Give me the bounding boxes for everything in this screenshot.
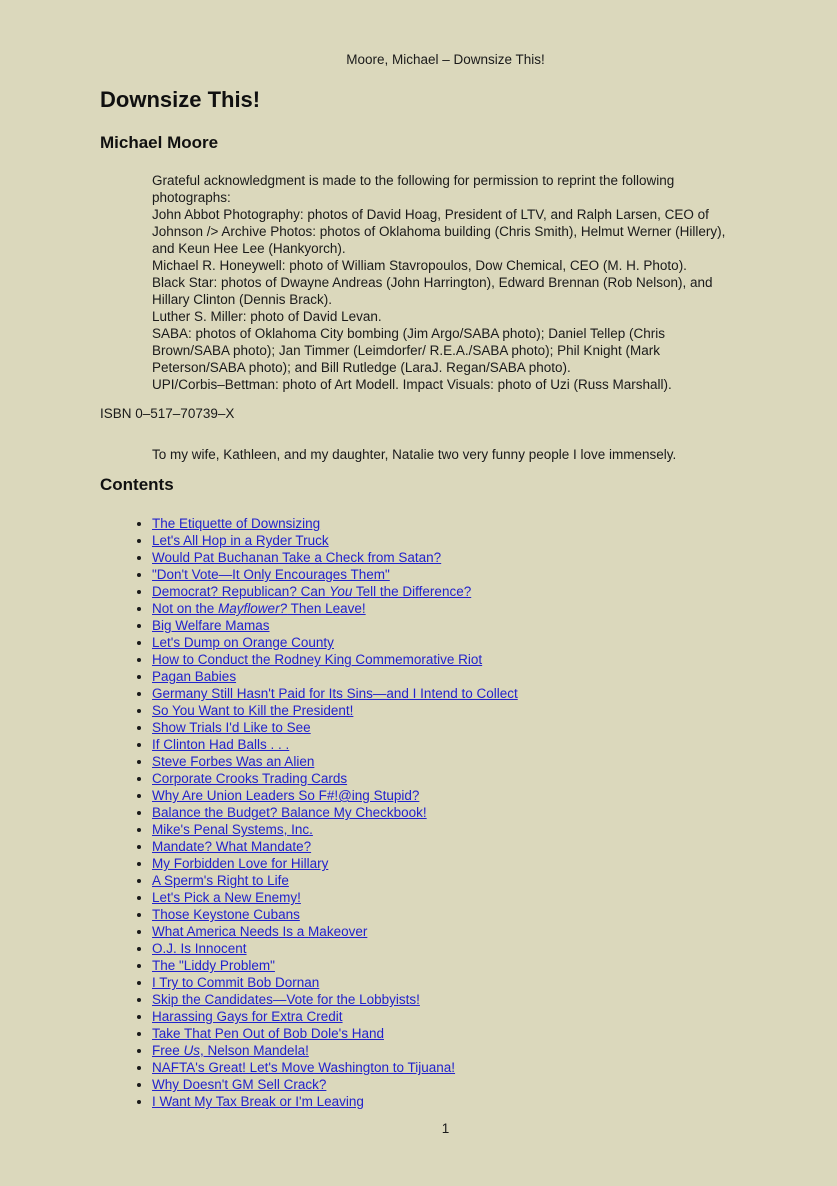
contents-link[interactable]: Pagan Babies	[152, 669, 237, 684]
contents-item	[152, 617, 737, 634]
contents-link[interactable]: Harassing Gays for Extra Credit	[152, 1009, 343, 1024]
contents-link[interactable]: Mike's Penal Systems, Inc.	[152, 822, 313, 837]
contents-link[interactable]: My Forbidden Love for Hillary	[152, 856, 329, 871]
contents-item	[152, 821, 737, 838]
acknowledgments-line: John Abbot Photography: photos of David Hoag, President of LTV, and Ralph Larsen, CEO of Johnson /> Archive Photos: photos of Oklahoma building (Chris Smith), Helmut Werner (Hillery), and Keun Hee Lee (Hankyorch).	[152, 207, 726, 256]
contents-item	[152, 719, 737, 736]
page-number: 1	[441, 1121, 450, 1136]
contents-link[interactable]: Skip the Candidates—Vote for the Lobbyists!	[152, 992, 420, 1007]
contents-item	[152, 736, 737, 753]
contents-item	[152, 600, 737, 617]
contents-item	[152, 583, 737, 600]
contents-link[interactable]: Germany Still Hasn't Paid for Its Sins—and I Intend to Collect	[152, 686, 518, 701]
book-author: Michael Moore	[100, 133, 219, 152]
contents-link[interactable]: Democrat? Republican? Can You Tell the Difference?	[152, 584, 472, 599]
contents-link[interactable]: Why Doesn't GM Sell Crack?	[152, 1077, 327, 1092]
contents-item	[152, 753, 737, 770]
acknowledgments-line: Grateful acknowledgment is made to the following for permission to reprint the following photographs:	[152, 173, 675, 205]
contents-link[interactable]: Corporate Crooks Trading Cards	[152, 771, 348, 786]
book-title: Downsize This!	[100, 87, 261, 112]
contents-link[interactable]: Let's All Hop in a Ryder Truck	[152, 533, 329, 548]
contents-item	[152, 1076, 737, 1093]
dedication: To my wife, Kathleen, and my daughter, Natalie two very funny people I love immensely.	[152, 447, 677, 462]
acknowledgments-line: SABA: photos of Oklahoma City bombing (Jim Argo/SABA photo); Daniel Tellep (Chris Brown/SABA photo); Jan Timmer (Leimdorfer/ R.E.A./SABA photo); Phil Knight (Mark Peterson/SABA photo); and Bill Rutledge (LaraJ. Regan/SABA photo).	[152, 326, 665, 375]
contents-link[interactable]: Free Us, Nelson Mandela!	[152, 1043, 309, 1058]
contents-item	[152, 889, 737, 906]
contents-link[interactable]: Mandate? What Mandate?	[152, 839, 312, 854]
acknowledgments-line: Michael R. Honeywell: photo of William Stavropoulos, Dow Chemical, CEO (M. H. Photo).	[152, 258, 687, 273]
contents-link[interactable]: Not on the Mayflower? Then Leave!	[152, 601, 366, 616]
isbn-line: ISBN 0–517–70739–X	[100, 406, 235, 421]
contents-item	[152, 923, 737, 940]
contents-list	[100, 515, 737, 1110]
contents-link[interactable]: Would Pat Buchanan Take a Check from Satan?	[152, 550, 442, 565]
contents-link[interactable]: Why Are Union Leaders So F#!@ing Stupid?	[152, 788, 420, 803]
contents-item	[152, 1093, 737, 1110]
contents-link[interactable]: A Sperm's Right to Life	[152, 873, 289, 888]
contents-item	[152, 515, 737, 532]
contents-item	[152, 1042, 737, 1059]
acknowledgments-line: Black Star: photos of Dwayne Andreas (John Harrington), Edward Brennan (Rob Nelson), and Hillary Clinton (Dennis Brack).	[152, 275, 713, 307]
contents-link[interactable]: I Try to Commit Bob Dornan	[152, 975, 320, 990]
contents-link[interactable]: What America Needs Is a Makeover	[152, 924, 368, 939]
contents-item	[152, 906, 737, 923]
contents-item	[152, 1008, 737, 1025]
contents-item	[152, 702, 737, 719]
contents-item	[152, 651, 737, 668]
contents-link[interactable]: Take That Pen Out of Bob Dole's Hand	[152, 1026, 384, 1041]
contents-item	[152, 991, 737, 1008]
contents-item	[152, 1059, 737, 1076]
contents-item	[152, 532, 737, 549]
contents-item	[152, 838, 737, 855]
contents-link[interactable]: The "Liddy Problem"	[152, 958, 275, 973]
contents-link[interactable]: The Etiquette of Downsizing	[152, 516, 321, 531]
contents-item	[152, 872, 737, 889]
contents-link[interactable]: Big Welfare Mamas	[152, 618, 270, 633]
contents-item	[152, 634, 737, 651]
contents-item	[152, 1025, 737, 1042]
contents-link[interactable]: "Don't Vote—It Only Encourages Them"	[152, 567, 390, 582]
contents-link[interactable]: Let's Pick a New Enemy!	[152, 890, 301, 905]
running-header: Moore, Michael – Downsize This!	[346, 52, 545, 67]
contents-link[interactable]: How to Conduct the Rodney King Commemorative Riot	[152, 652, 483, 667]
acknowledgments-block	[152, 172, 737, 393]
contents-item	[152, 974, 737, 991]
contents-link[interactable]: Those Keystone Cubans	[152, 907, 300, 922]
contents-item	[152, 685, 737, 702]
contents-link[interactable]: I Want My Tax Break or I'm Leaving	[152, 1094, 364, 1109]
contents-item	[152, 940, 737, 957]
contents-item	[152, 566, 737, 583]
contents-item	[152, 804, 737, 821]
contents-link[interactable]: So You Want to Kill the President!	[152, 703, 354, 718]
contents-link[interactable]: If Clinton Had Balls . . .	[152, 737, 290, 752]
contents-item	[152, 668, 737, 685]
contents-heading: Contents	[100, 475, 174, 494]
contents-link[interactable]: Show Trials I'd Like to See	[152, 720, 311, 735]
contents-item	[152, 957, 737, 974]
contents-item	[152, 787, 737, 804]
contents-item	[152, 770, 737, 787]
contents-link[interactable]: NAFTA's Great! Let's Move Washington to Tijuana!	[152, 1060, 456, 1075]
acknowledgments-line: Luther S. Miller: photo of David Levan.	[152, 309, 382, 324]
acknowledgments-line: UPI/Corbis–Bettman: photo of Art Modell. Impact Visuals: photo of Uzi (Russ Marshall).	[152, 377, 672, 392]
contents-link[interactable]: Let's Dump on Orange County	[152, 635, 334, 650]
contents-link[interactable]: O.J. Is Innocent	[152, 941, 247, 956]
contents-item	[152, 855, 737, 872]
contents-link[interactable]: Steve Forbes Was an Alien	[152, 754, 315, 769]
contents-link[interactable]: Balance the Budget? Balance My Checkbook!	[152, 805, 427, 820]
contents-item	[152, 549, 737, 566]
